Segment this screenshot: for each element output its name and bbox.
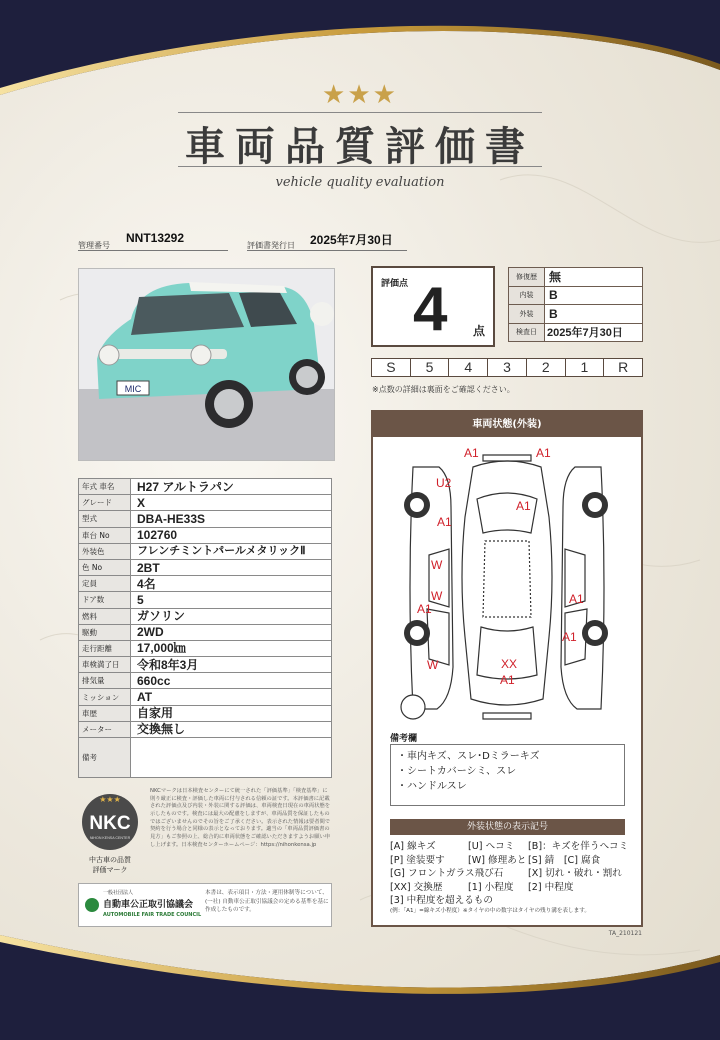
condition-key: 修復歴 — [509, 268, 545, 287]
spec-row — [79, 608, 332, 624]
fair-trade-council-box — [78, 883, 332, 927]
condition-key: 内装 — [509, 286, 545, 305]
spec-row — [79, 479, 332, 495]
spec-value: X — [131, 495, 332, 511]
legend-item: [S] 錆 [C] 腐食 — [528, 854, 601, 866]
spec-row — [79, 673, 332, 689]
car-damage-diagram — [373, 437, 641, 737]
legend-item: [X] 切れ・破れ・割れ — [528, 868, 622, 880]
spec-key: メーター — [79, 721, 131, 737]
legend-item: [A] 線キズ — [390, 841, 436, 852]
spec-key: 車台 No — [79, 527, 131, 543]
legend-item: [3] 中程度を超えるもの — [390, 895, 493, 907]
condition-row — [509, 268, 643, 287]
condition-value: B — [545, 305, 643, 324]
spec-row — [79, 592, 332, 608]
title-rule-top — [178, 112, 542, 113]
spec-key: 車検満了日 — [79, 657, 131, 673]
issue-date-underline — [247, 250, 407, 251]
legend-title: 外装状態の表示記号 — [390, 819, 625, 835]
council-logo-icon — [85, 898, 99, 912]
score-label: 評価点 — [381, 279, 409, 289]
spec-value: 660cc — [131, 673, 332, 689]
document-code: TA_210121 — [608, 930, 642, 937]
spec-key: 走行距離 — [79, 640, 131, 656]
damage-mark: XX — [501, 657, 518, 671]
legend-item: [W] 修理あと — [468, 854, 527, 866]
nkc-description: NKCマークは日本検査センターにて統一された「評価基準」「検査基準」に則り厳正に検査・評価した車両に付与される信頼の証です。本評価書に記載された評価点及び内装・外装に関する評価は、車両検査日現在の車両状態を示したものです。検査には最大の配慮をしますが、車両品質を保証したものではございませんのでその旨をご了承ください。表示された情報は要者間で契約を行う場合と同様の表示となっております。適当の「車両品質評価書の見方」もご参照の上、総合的に車両状態をご確認いただきますようお願い申し上げます。日本検査センターホームページ：https://nihonkensa.jp — [150, 788, 331, 848]
legend-item: [B]：キズを伴うへコミ — [528, 841, 629, 852]
legend-row — [390, 840, 630, 854]
damage-mark: W — [431, 589, 443, 603]
mgmt-no-value: NNT13292 — [126, 231, 185, 245]
council-small-label: 一般社団法人 — [103, 890, 134, 896]
vehicle-photo — [78, 268, 335, 461]
spec-value: DBA-HE33S — [131, 511, 332, 527]
spec-key: 燃料 — [79, 608, 131, 624]
spec-value: AT — [131, 689, 332, 705]
nkc-logo — [78, 788, 148, 880]
spare-tire-icon — [401, 695, 425, 719]
document-subtitle: vehicle quality evaluation — [275, 175, 445, 190]
spec-row — [79, 657, 332, 673]
spec-value: 交換無し — [131, 721, 332, 737]
spec-key: グレード — [79, 495, 131, 511]
spec-row — [79, 527, 332, 543]
grade-cell: 4 — [449, 359, 488, 376]
damage-mark: A1 — [516, 499, 531, 513]
nkc-mark-label-1: 中古車の品質 — [89, 856, 131, 864]
car-illustration — [79, 269, 335, 461]
spec-key: 型式 — [79, 511, 131, 527]
damage-mark: A1 — [562, 630, 577, 644]
remark-line: ・車内キズ、スレ･Dミラーキズ — [397, 751, 540, 762]
evaluation-score-box — [371, 266, 495, 347]
spec-value: フレンチミントパールメタリックⅡ — [131, 543, 332, 559]
spec-row — [79, 721, 332, 737]
legend-row — [390, 881, 630, 895]
legend-item: [P] 塗装要す — [390, 854, 445, 866]
score-value: 4 — [413, 275, 448, 344]
condition-key: 検査日 — [509, 323, 545, 342]
plate-text: MIC — [124, 384, 142, 394]
condition-key: 外装 — [509, 305, 545, 324]
legend-item: [U] へコミ — [468, 841, 515, 852]
legend-row — [390, 854, 630, 868]
vehicle-spec-table — [78, 478, 332, 778]
nkc-logo-text: NKC — [89, 813, 131, 834]
mgmt-no-underline — [78, 250, 228, 251]
legend-item: [XX] 交換歴 — [390, 881, 443, 893]
council-text: 本書は、表示項目・方法・運用体制等について、(一社) 自動車公正取引協議会の定める基準を基に作成したものです。 — [205, 890, 329, 914]
remark-line: ・ハンドルスレ — [397, 781, 467, 792]
damage-mark: A1 — [500, 673, 515, 687]
spec-value: 5 — [131, 592, 332, 608]
condition-row — [509, 323, 643, 342]
damage-mark: A1 — [569, 592, 584, 606]
condition-value: 2025年7月30日 — [545, 323, 643, 342]
damage-mark: A1 — [464, 446, 479, 460]
rating-stars: ★★★ — [322, 80, 398, 110]
legend-table — [390, 840, 630, 908]
legend-item: [G] フロントガラス飛び石 — [390, 868, 504, 880]
spec-key: 年式 車名 — [79, 479, 131, 495]
legend-row — [390, 867, 630, 881]
damage-mark: U2 — [436, 476, 452, 490]
damage-mark: A1 — [437, 515, 452, 529]
spec-value: 17,000㎞ — [131, 640, 332, 656]
damage-mark: W — [431, 558, 443, 572]
grade-cell: S — [372, 359, 411, 376]
condition-row — [509, 286, 643, 305]
grade-cell: 1 — [566, 359, 605, 376]
spec-value: 自家用 — [131, 705, 332, 721]
damage-mark: A1 — [417, 602, 432, 616]
damage-mark: W — [427, 658, 439, 672]
spec-row — [79, 640, 332, 656]
spec-row — [79, 559, 332, 575]
spec-row — [79, 705, 332, 721]
exterior-panel-title: 車両状態(外装) — [373, 412, 641, 437]
condition-row — [509, 305, 643, 324]
spec-key: ドア数 — [79, 592, 131, 608]
svg-text:★★★: ★★★ — [99, 795, 121, 804]
spec-row — [79, 689, 332, 705]
nkc-mark-label-2: 評価マーク — [92, 866, 128, 874]
spec-key: 外装色 — [79, 543, 131, 559]
remarks-label: 備考欄 — [390, 734, 418, 744]
spec-key: 定員 — [79, 576, 131, 592]
spec-row — [79, 576, 332, 592]
mgmt-no-label: 管理番号 — [78, 241, 110, 250]
condition-table — [508, 267, 643, 342]
spec-value: 4名 — [131, 576, 332, 592]
issue-date-value: 2025年7月30日 — [310, 233, 393, 247]
title-rule-bottom — [178, 166, 542, 167]
document-title: 車両品質評価書 — [185, 123, 535, 170]
damage-mark: A1 — [536, 446, 551, 460]
spec-row-notes — [79, 738, 332, 778]
grade-cell: 5 — [411, 359, 450, 376]
spec-value: 2BT — [131, 559, 332, 575]
spec-key: 色 No — [79, 559, 131, 575]
spec-value: 令和8年3月 — [131, 657, 332, 673]
spec-value: ガソリン — [131, 608, 332, 624]
spec-key: 車歴 — [79, 705, 131, 721]
spec-value: H27 アルトラパン — [131, 479, 332, 495]
score-unit: 点 — [473, 324, 486, 338]
remarks-box — [390, 744, 625, 806]
legend-item: [2] 中程度 — [528, 881, 574, 893]
condition-value: B — [545, 286, 643, 305]
spec-value: 2WD — [131, 624, 332, 640]
legend-item: [1] 小程度 — [468, 881, 514, 893]
grade-cell: 3 — [488, 359, 527, 376]
council-name-en: AUTOMOBILE FAIR TRADE COUNCIL — [103, 912, 202, 918]
condition-value: 無 — [545, 268, 643, 287]
legend-footnote: (例：「A1」=線キズ小程度）※タイヤの中の数字はタイヤの残り溝を表します。 — [390, 908, 590, 914]
spec-key: 排気量 — [79, 673, 131, 689]
spec-key: 備考 — [79, 738, 131, 778]
spec-row — [79, 624, 332, 640]
grade-cell: 2 — [527, 359, 566, 376]
remark-line: ・シートカバーシミ、スレ — [397, 766, 517, 777]
spec-value: 102760 — [131, 527, 332, 543]
spec-row — [79, 495, 332, 511]
spec-value — [131, 738, 332, 778]
spec-row — [79, 543, 332, 559]
issue-date-label: 評価書発行日 — [247, 241, 295, 250]
grade-scale — [371, 358, 643, 377]
spec-row — [79, 511, 332, 527]
spec-key: ミッション — [79, 689, 131, 705]
spec-key: 駆動 — [79, 624, 131, 640]
nkc-logo-sub: NIHON KENSA CENTER — [89, 836, 131, 840]
grade-note: ※点数の詳細は裏面をご確認ください。 — [372, 385, 515, 394]
council-name: 自動車公正取引協議会 — [103, 900, 194, 910]
grade-cell: R — [618, 359, 629, 375]
